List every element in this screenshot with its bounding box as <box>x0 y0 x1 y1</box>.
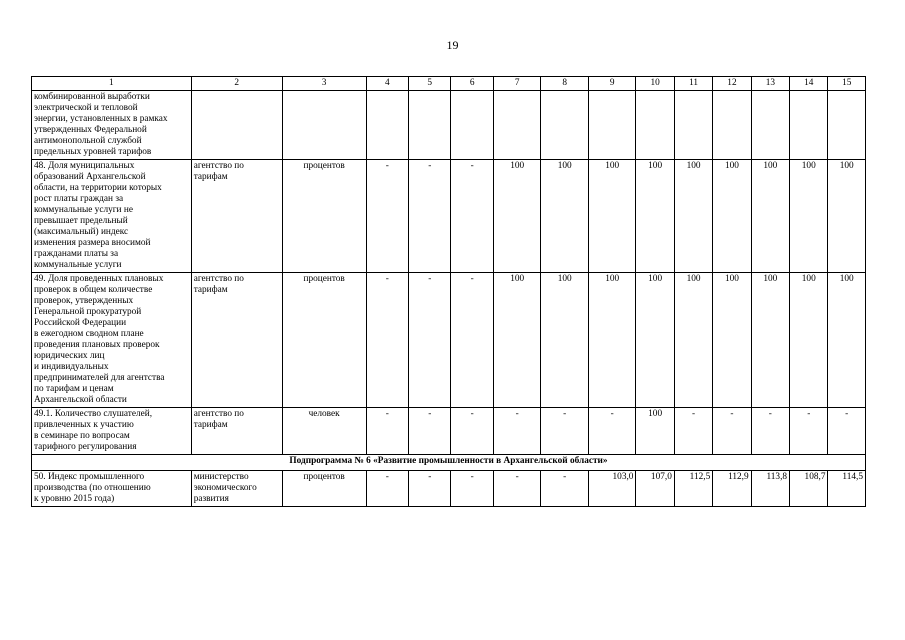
value-cell-text: 100 <box>839 161 854 171</box>
value-cell-text: 100 <box>724 161 739 171</box>
header-cell: 12 <box>713 77 751 91</box>
value-cell <box>588 408 636 455</box>
value-cell-text: 100 <box>648 161 663 171</box>
table-body <box>32 77 866 507</box>
header-cell: 5 <box>409 77 451 91</box>
unit-cell-text: процентов <box>303 161 345 171</box>
value-cell <box>541 91 589 160</box>
header-cell: 13 <box>751 77 789 91</box>
value-cell <box>451 160 493 273</box>
unit-cell-text: процентов <box>303 274 345 284</box>
unit-cell-text: человек <box>308 409 340 419</box>
value-cell <box>366 408 408 455</box>
value-cell <box>674 471 712 507</box>
header-cell: 6 <box>451 77 493 91</box>
value-cell <box>713 91 751 160</box>
value-cell <box>713 273 751 408</box>
value-cell <box>366 471 408 507</box>
value-cell-text: 100 <box>801 161 816 171</box>
value-cell <box>751 471 789 507</box>
value-cell-text: 100 <box>648 409 663 419</box>
unit-cell <box>282 408 366 455</box>
executor-cell <box>191 160 282 273</box>
subprogram-title: Подпрограмма № 6 «Развитие промышленности в Архангельской области» <box>32 455 866 471</box>
value-cell <box>636 408 674 455</box>
value-cell-text: 100 <box>510 274 525 284</box>
value-cell <box>828 471 866 507</box>
value-cell-text: 112,5 <box>689 472 711 482</box>
value-cell-text: 113,8 <box>766 472 788 482</box>
executor-cell-text: министерство экономического развития <box>193 472 257 504</box>
value-cell-text: - <box>385 472 389 482</box>
value-cell <box>790 160 828 273</box>
value-cell <box>493 273 541 408</box>
executor-cell-text: агентство по тарифам <box>193 274 244 295</box>
value-cell-text: - <box>385 274 389 284</box>
header-cell: 14 <box>790 77 828 91</box>
header-cell: 11 <box>674 77 712 91</box>
indicator-cell <box>32 91 192 160</box>
table-row <box>32 91 866 160</box>
value-cell <box>588 471 636 507</box>
executor-cell <box>191 471 282 507</box>
value-cell-text: 100 <box>686 274 701 284</box>
value-cell <box>636 273 674 408</box>
unit-cell <box>282 471 366 507</box>
value-cell <box>674 408 712 455</box>
value-cell <box>493 471 541 507</box>
value-cell-text: 100 <box>605 274 620 284</box>
header-cell: 9 <box>588 77 636 91</box>
indicator-cell <box>32 273 192 408</box>
value-cell-text: 100 <box>648 274 663 284</box>
value-cell-text: 100 <box>724 274 739 284</box>
value-cell <box>790 91 828 160</box>
value-cell-text: 100 <box>763 274 778 284</box>
value-cell <box>828 160 866 273</box>
value-cell <box>366 91 408 160</box>
value-cell-text: - <box>470 161 474 171</box>
value-cell <box>409 408 451 455</box>
value-cell <box>366 273 408 408</box>
value-cell <box>588 273 636 408</box>
value-cell-text: - <box>428 161 432 171</box>
value-cell <box>451 408 493 455</box>
value-cell <box>790 471 828 507</box>
value-cell-text: 100 <box>686 161 701 171</box>
value-cell <box>541 471 589 507</box>
value-cell-text: - <box>563 409 567 419</box>
value-cell <box>409 160 451 273</box>
value-cell-text: 100 <box>605 161 620 171</box>
table-row <box>32 471 866 507</box>
value-cell-text: 108,7 <box>804 472 826 482</box>
value-cell <box>409 471 451 507</box>
value-cell <box>493 160 541 273</box>
value-cell <box>751 91 789 160</box>
value-cell <box>713 160 751 273</box>
value-cell <box>828 408 866 455</box>
value-cell <box>674 91 712 160</box>
value-cell-text: 100 <box>510 161 525 171</box>
value-cell <box>493 408 541 455</box>
value-cell <box>493 91 541 160</box>
value-cell <box>451 273 493 408</box>
value-cell-text: 100 <box>557 161 572 171</box>
indicator-cell-text: 49.1. Количество слушателей, привлеченных к участию в семинаре по вопросам тарифного регулирования <box>34 409 153 452</box>
value-cell <box>451 91 493 160</box>
indicator-cell <box>32 160 192 273</box>
value-cell-text: - <box>610 409 614 419</box>
value-cell <box>541 408 589 455</box>
value-cell <box>636 91 674 160</box>
value-cell-text: 107,0 <box>650 472 672 482</box>
value-cell-text: - <box>768 409 772 419</box>
header-row <box>32 77 866 91</box>
unit-cell-text: процентов <box>303 472 345 482</box>
value-cell-text: 100 <box>763 161 778 171</box>
header-cell: 7 <box>493 77 541 91</box>
value-cell-text: - <box>385 161 389 171</box>
indicator-cell-text: 49. Доля проведенных плановых проверок в общем количестве проверок, утвержденных Генеральной прокуратурой Российской Федерации в ежегодном сводном плане проведения плановых проверок юридических лиц и индивидуальных предпринимателей для агентства по тарифам и ценам Архангельской области <box>34 274 165 405</box>
value-cell <box>828 273 866 408</box>
header-cell: 1 <box>32 77 192 91</box>
value-cell <box>588 160 636 273</box>
value-cell-text: - <box>563 472 567 482</box>
executor-cell-text: агентство по тарифам <box>193 161 244 182</box>
value-cell-text: - <box>845 409 849 419</box>
header-cell: 3 <box>282 77 366 91</box>
value-cell <box>636 160 674 273</box>
value-cell <box>636 471 674 507</box>
unit-cell <box>282 91 366 160</box>
value-cell-text: - <box>691 409 696 419</box>
executor-cell-text: агентство по тарифам <box>193 409 244 430</box>
value-cell-text: - <box>385 409 389 419</box>
header-cell: 10 <box>636 77 674 91</box>
value-cell <box>828 91 866 160</box>
value-cell <box>790 273 828 408</box>
value-cell <box>541 160 589 273</box>
value-cell <box>751 273 789 408</box>
value-cell <box>451 471 493 507</box>
value-cell-text: 100 <box>557 274 572 284</box>
indicator-cell-text: комбинированной выработки электрической и тепловой энергии, установленных в рамках утвержденных Федеральной антимонопольной службой предельных уровней тарифов <box>34 92 168 157</box>
value-cell-text: 103,0 <box>612 472 634 482</box>
unit-cell <box>282 160 366 273</box>
value-cell-text: - <box>428 472 432 482</box>
table-row <box>32 160 866 273</box>
value-cell <box>409 273 451 408</box>
value-cell <box>674 160 712 273</box>
value-cell-text: 112,9 <box>728 472 749 482</box>
value-cell <box>588 91 636 160</box>
value-cell-text: - <box>428 274 432 284</box>
value-cell-text: - <box>470 274 474 284</box>
value-cell-text: - <box>470 472 474 482</box>
table-row <box>32 273 866 408</box>
page-number: 19 <box>446 38 459 52</box>
value-cell <box>409 91 451 160</box>
value-cell <box>751 408 789 455</box>
value-cell <box>751 160 789 273</box>
value-cell <box>713 408 751 455</box>
executor-cell <box>191 408 282 455</box>
executor-cell <box>191 91 282 160</box>
indicator-cell <box>32 408 192 455</box>
indicator-cell-text: 50. Индекс промышленного производства (по отношению к уровню 2015 года) <box>34 472 151 504</box>
unit-cell <box>282 273 366 408</box>
value-cell-text: 100 <box>801 274 816 284</box>
header-cell: 4 <box>366 77 408 91</box>
header-cell: 8 <box>541 77 589 91</box>
value-cell-text: 114,5 <box>842 472 863 482</box>
value-cell <box>790 408 828 455</box>
value-cell-text: - <box>515 472 519 482</box>
value-cell <box>674 273 712 408</box>
executor-cell <box>191 273 282 408</box>
header-cell: 2 <box>191 77 282 91</box>
indicators-table <box>31 76 866 507</box>
value-cell-text: 100 <box>839 274 854 284</box>
value-cell-text: - <box>807 409 811 419</box>
value-cell-text: - <box>515 409 519 419</box>
value-cell <box>366 160 408 273</box>
value-cell <box>713 471 751 507</box>
header-cell: 15 <box>828 77 866 91</box>
value-cell-text: - <box>730 409 734 419</box>
subprogram-row <box>32 455 866 471</box>
indicator-cell-text: 48. Доля муниципальных образований Архангельской области, на территории которых рост платы граждан за коммунальные услуги не превышает предельный (максимальный) индекс изменения размера вносимой гражданами платы за коммунальные услуги <box>34 161 162 270</box>
value-cell-text: - <box>470 409 474 419</box>
indicator-cell <box>32 471 192 507</box>
value-cell-text: - <box>428 409 432 419</box>
value-cell <box>541 273 589 408</box>
table-row <box>32 408 866 455</box>
